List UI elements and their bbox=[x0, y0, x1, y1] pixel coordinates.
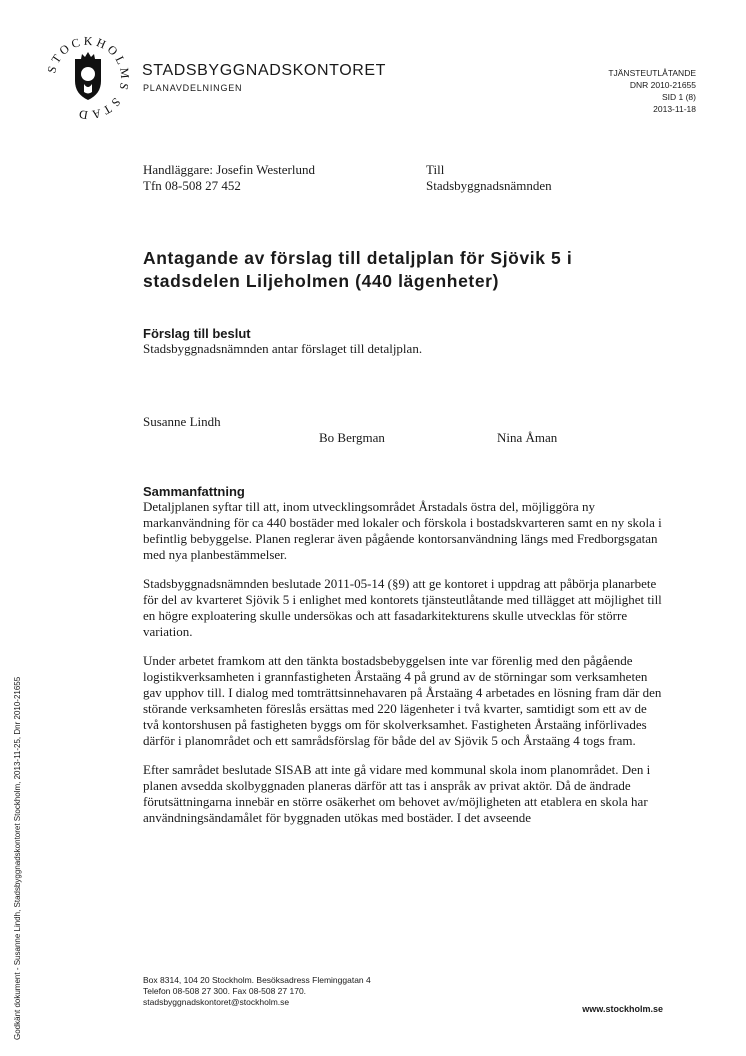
doc-date: 2013-11-18 bbox=[653, 104, 696, 114]
summary-paragraph: Stadsbyggnadsnämnden beslutade 2011-05-14 (§9) att ge kontoret i uppdrag att påbörja planarbete för del av kvarteret Sjövik 5 i enlighet med kontorets tjänsteutlåtande med tillägget att möjlighet till en högre exploatering skulle undersökas och att fasadarkitekturens skulle utvecklas för större variation. bbox=[143, 576, 662, 639]
footer-website-link[interactable]: www.stockholm.se bbox=[582, 1004, 663, 1014]
org-department: PLANAVDELNINGEN bbox=[143, 83, 243, 93]
signature: Nina Åman bbox=[497, 430, 558, 445]
page-title: Antagande av förslag till detaljplan för Sjövik 5 i stadsdelen Liljeholmen (440 lägenheter) bbox=[143, 248, 573, 291]
summary-section bbox=[143, 484, 663, 839]
document-meta bbox=[608, 67, 696, 115]
proposal-heading: Förslag till beslut bbox=[143, 326, 251, 341]
footer-line: Telefon 08-508 27 300. Fax 08-508 27 170. bbox=[143, 986, 307, 996]
org-name: STADSBYGGNADSKONTORET bbox=[142, 62, 387, 79]
handler: Handläggare: Josefin Westerlund bbox=[143, 162, 315, 177]
doc-type: TJÄNSTEUTLÅTANDE bbox=[608, 68, 696, 78]
recipient-block bbox=[426, 162, 552, 194]
summary-heading: Sammanfattning bbox=[143, 484, 245, 499]
stockholm-logo bbox=[44, 34, 132, 122]
logo-ring-text: STOCKHOLMS STAD bbox=[44, 34, 132, 122]
summary-paragraph: Under arbetet framkom att den tänkta bostadsbebyggelsen inte var förenlig med den pågående logistikverksamheten i grannfastigheten Årstaäng 4 på grund av de störningar som verksamheten gav upphov till. I dialog med tomträttsinnehavaren på Årstaäng 4 arbetades en lösning fram där den störande verksamheten föreslås ersättas med 220 lägenheter i två kvarter, samtidigt som ett av de två kontorshusen på fastigheten byggs om för skolverksamhet. Fastigheten Årstaäng införlivades därför i planområdet och ett samrådsförslag för både del av Sjövik 5 och Årstaäng 4 togs fram. bbox=[143, 653, 662, 748]
signature: Susanne Lindh bbox=[143, 414, 221, 429]
approval-side-note bbox=[0, 0, 30, 1056]
side-note-text: Godkänt dokument - Susanne Lindh, Stadsbyggnadskontoret Stockholm, 2013-11-25, Dnr 2010-21655 bbox=[13, 676, 22, 1040]
footer-email[interactable]: stadsbyggnadskontoret@stockholm.se bbox=[143, 997, 290, 1007]
signature: Bo Bergman bbox=[319, 430, 385, 445]
proposal-section bbox=[143, 326, 663, 357]
contact-block bbox=[143, 162, 315, 194]
handler-phone: Tfn 08-508 27 452 bbox=[143, 178, 241, 193]
to-label: Till bbox=[426, 162, 445, 177]
footer-address bbox=[143, 975, 371, 1008]
summary-paragraph: Efter samrådet beslutade SISAB att inte gå vidare med kommunal skola inom planområdet. Den i planen avsedda skolbyggnaden planeras därför att tas i anspråk av privat aktör. Då de ändrade förutsättningarna innebär en större osäkerhet om behovet av/möjligheten att etablera en skola har användningsändamålet för byggnaden utökas med bostäder. I det avseende bbox=[143, 762, 651, 825]
dnr: DNR 2010-21655 bbox=[629, 80, 696, 90]
recipient: Stadsbyggnadsnämnden bbox=[426, 178, 552, 193]
proposal-text: Stadsbyggnadsnämnden antar förslaget till detaljplan. bbox=[143, 341, 423, 356]
summary-paragraph: Detaljplanen syftar till att, inom utvecklingsområdet Årstadals östra del, möjliggöra ny markanvändning för ca 440 bostäder med lokaler och förskola i bostadskvarteren samt en ny skola i befintlig bebyggelse. Planen reglerar även pågående kontorsanvändning längs med Fredborgsgatan med nya planbestämmelser. bbox=[143, 499, 662, 562]
page-number: SID 1 (8) bbox=[661, 92, 696, 102]
footer-line: Box 8314, 104 20 Stockholm. Besöksadress Fleminggatan 4 bbox=[143, 975, 371, 985]
stockholm-crest-icon bbox=[44, 34, 132, 122]
